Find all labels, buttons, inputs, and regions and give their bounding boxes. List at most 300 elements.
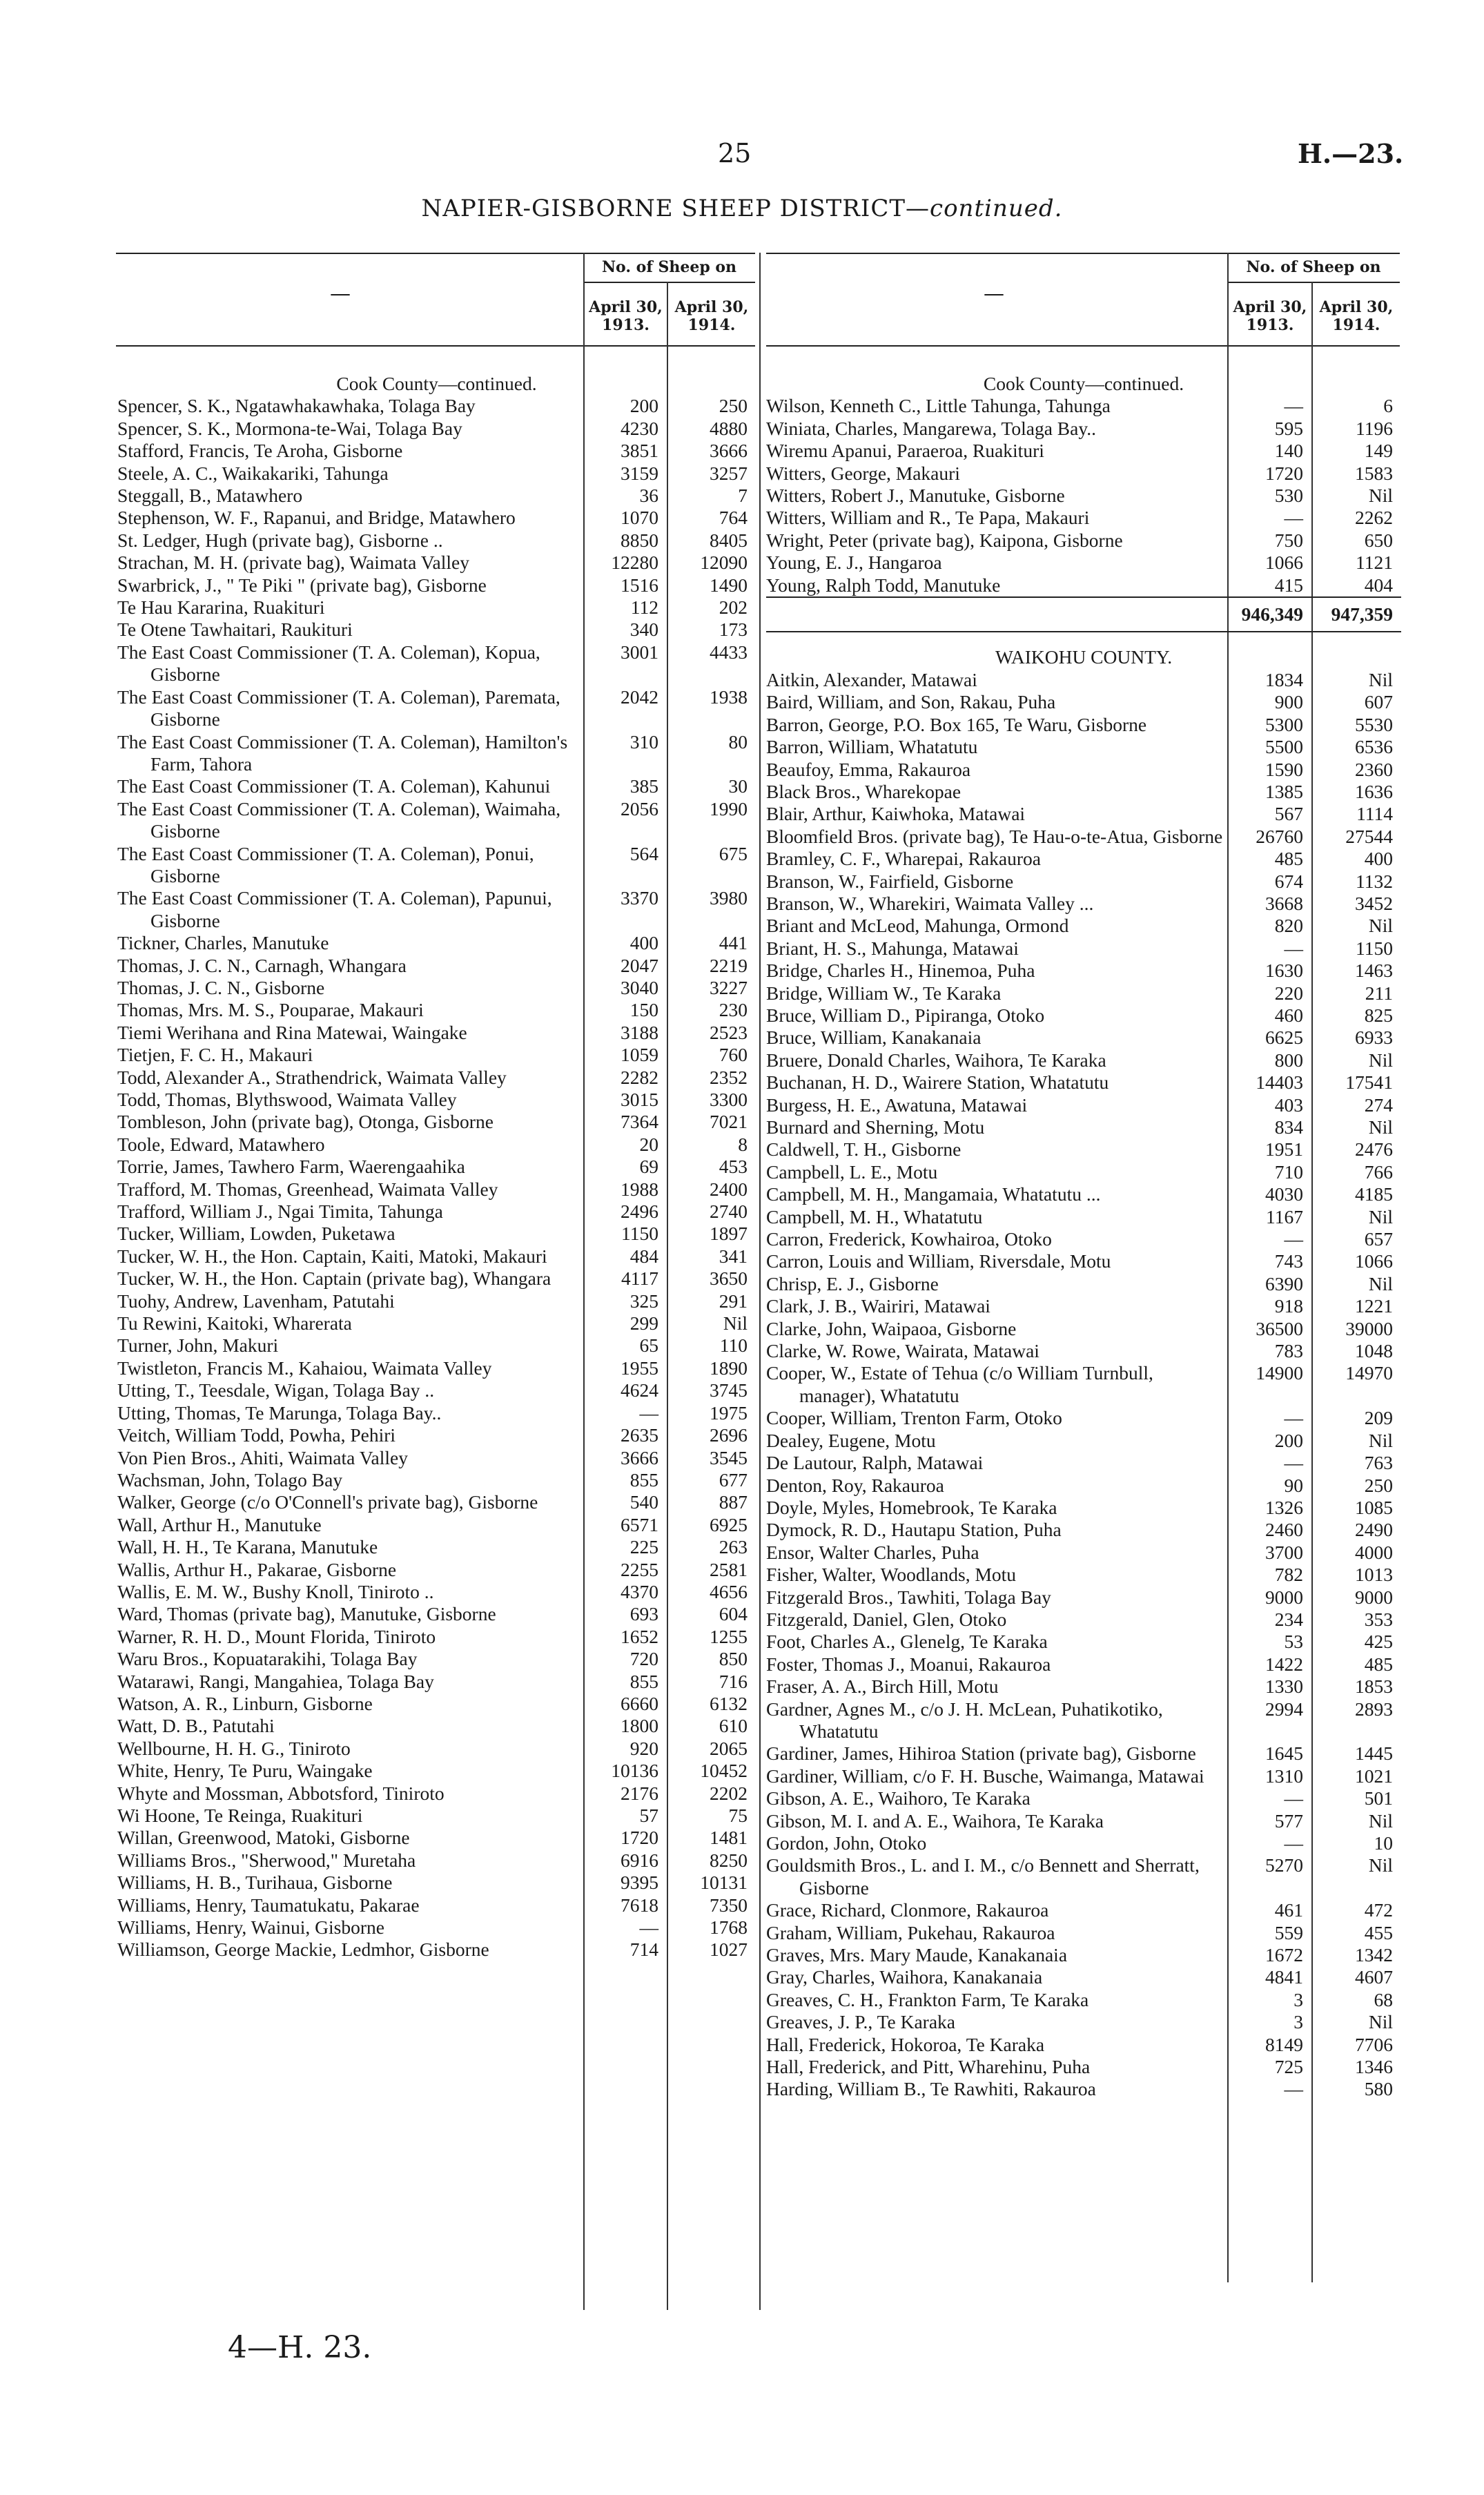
ledger-row	[117, 1648, 756, 1670]
sheep-1913: 820	[1274, 915, 1303, 937]
sheep-1914: 453	[719, 1156, 748, 1178]
sheep-1913: 69	[639, 1156, 658, 1178]
owner-name: Gibson, A. E., Waihoro, Te Karaka	[766, 1787, 1031, 1809]
sheep-1914: 3452	[1355, 892, 1394, 914]
sheep-1914: 825	[1364, 1004, 1394, 1026]
owner-name: Bridge, Charles H., Hinemoa, Puha	[766, 960, 1035, 982]
sheep-1914: 80	[728, 730, 748, 753]
sheep-1913: —	[1284, 937, 1303, 959]
owner-name: Graham, William, Pukehau, Rakauroa	[766, 1921, 1055, 1943]
sheep-1914: 1583	[1355, 462, 1394, 484]
sheep-1914: 4185	[1355, 1183, 1394, 1205]
owner-name: Tiemi Werihana and Rina Matewai, Waingake	[117, 1021, 467, 1043]
sheep-1913: 6571	[621, 1513, 658, 1535]
left-ledger-body	[117, 359, 756, 1961]
sheep-1913: 1834	[1265, 668, 1303, 690]
ledger-row	[117, 686, 756, 731]
owner-name: Swarbrick, J., " Te Piki " (private bag), Gisborne	[117, 574, 487, 596]
sheep-1914: 7021	[710, 1111, 748, 1133]
sheep-1914: 1132	[1356, 870, 1394, 892]
ledger-row	[766, 530, 1401, 552]
owner-name: Von Pien Bros., Ahiti, Waimata Valley	[117, 1446, 408, 1468]
ledger-row	[117, 1827, 756, 1849]
sheep-1914: 3980	[710, 887, 748, 909]
owner-name: Fitzgerald Bros., Tawhiti, Tolaga Bay	[766, 1586, 1051, 1608]
owner-name: Williams, Henry, Wainui, Gisborne	[117, 1916, 384, 1939]
sheep-1914: 110	[719, 1334, 748, 1357]
sheep-1913: 725	[1274, 2056, 1303, 2078]
sheep-1913: 234	[1274, 1608, 1303, 1630]
owner-name: Clarke, John, Waipaoa, Gisborne	[766, 1317, 1017, 1339]
ledger-row	[766, 440, 1401, 462]
owner-name: Gouldsmith Bros., L. and I. M., c/o Bennett and Sherratt, Gisborne	[766, 1854, 1200, 1899]
sheep-1914: 274	[1364, 1094, 1394, 1116]
sheep-1913: 484	[629, 1245, 658, 1267]
sheep-1913: 4624	[621, 1379, 658, 1401]
owner-name: Clark, J. B., Wairiri, Matawai	[766, 1295, 990, 1317]
ledger-row	[117, 1245, 756, 1268]
owner-name: Bruce, William D., Pipiranga, Otoko	[766, 1004, 1045, 1026]
sheep-1914: 1066	[1355, 1250, 1394, 1272]
ledger-row	[766, 1475, 1401, 1497]
sheep-1913: 3	[1293, 1988, 1303, 2010]
ledger-row	[766, 1027, 1401, 1049]
sheep-1913: 567	[1274, 803, 1303, 825]
sheep-1913: 1516	[621, 574, 658, 596]
sheep-1914: 1196	[1356, 417, 1394, 439]
owner-name: Utting, Thomas, Te Marunga, Tolaga Bay..	[117, 1401, 442, 1424]
ledger-row	[766, 871, 1401, 893]
sheep-1914: 607	[1364, 691, 1394, 713]
sheep-1913: 3370	[621, 887, 658, 909]
sheep-1914: 455	[1364, 1921, 1394, 1943]
sheep-1914: 472	[1364, 1899, 1394, 1921]
owner-name: Tickner, Charles, Manutuke	[117, 932, 329, 954]
sheep-1913: 3159	[621, 462, 658, 484]
sheep-1913: 1720	[1265, 462, 1303, 484]
sheep-1914: Nil	[1368, 1272, 1394, 1294]
ledger-row	[766, 803, 1401, 825]
ledger-row	[766, 1653, 1401, 1676]
sheep-1914: 4433	[710, 641, 748, 663]
sheep-1913: 2460	[1265, 1519, 1303, 1541]
ledger-row	[117, 977, 756, 999]
sheep-1913: 26760	[1256, 825, 1303, 847]
sheep-1913: 2047	[621, 954, 658, 976]
header-rule-mid-left	[583, 282, 755, 283]
owner-name: Tu Rewini, Kaitoki, Wharerata	[117, 1312, 352, 1334]
sheep-1914: Nil	[1368, 1429, 1394, 1451]
owner-name: Spencer, S. K., Ngatawhakawhaka, Tolaga Bay	[117, 395, 476, 417]
sheep-1914: 3666	[710, 440, 748, 462]
owner-name: Tucker, William, Lowden, Puketawa	[117, 1223, 396, 1245]
owner-name: Chrisp, E. J., Gisborne	[766, 1272, 939, 1294]
ledger-row	[766, 982, 1401, 1004]
ledger-row	[766, 1542, 1401, 1564]
ledger-row	[117, 1379, 756, 1401]
sheep-1913: 3015	[621, 1089, 658, 1110]
sheep-1914: 2740	[710, 1201, 748, 1223]
owner-name: Whyte and Mossman, Abbotsford, Tiniroto	[117, 1782, 445, 1804]
ledger-row	[766, 1586, 1401, 1609]
sheep-1913: 783	[1274, 1340, 1303, 1362]
sheep-1913: 1800	[621, 1715, 658, 1737]
sheep-1914: Nil	[1368, 915, 1394, 937]
owner-name: Bruere, Donald Charles, Waihora, Te Karaka	[766, 1049, 1106, 1071]
owner-name: Te Otene Tawhaitari, Raukituri	[117, 619, 353, 641]
owner-name: Campbell, M. H., Mangamaia, Whatatutu ...	[766, 1183, 1101, 1205]
sheep-1914: 1897	[710, 1223, 748, 1245]
ledger-row	[117, 1693, 756, 1715]
sheep-1913: 920	[629, 1737, 658, 1759]
sheep-1913: 1070	[621, 507, 658, 529]
sheep-1914: 2352	[710, 1066, 748, 1088]
sheep-1913: 1385	[1265, 780, 1303, 802]
ledger-row	[117, 1044, 756, 1066]
ledger-row	[117, 530, 756, 552]
sheep-1914: 6933	[1355, 1027, 1394, 1049]
owner-name: Gordon, John, Otoko	[766, 1832, 927, 1854]
sheep-1913: 714	[629, 1939, 658, 1961]
waikohu-ledger-body	[766, 632, 1401, 2100]
owner-name: The East Coast Commissioner (T. A. Coleman), Kopua, Gisborne	[117, 641, 540, 686]
sheep-1913: 415	[1274, 574, 1303, 596]
ledger-row	[766, 1742, 1401, 1765]
ledger-row	[766, 1116, 1401, 1138]
sheep-1913: 693	[629, 1603, 658, 1625]
page-footer: 4—H. 23.	[228, 2330, 372, 2365]
sheep-1914: 763	[1364, 1452, 1394, 1474]
ledger-row	[766, 1206, 1401, 1228]
sheep-1914: 760	[719, 1044, 748, 1066]
sheep-1914: Nil	[1368, 668, 1394, 690]
owner-name: Stephenson, W. F., Rapanui, and Bridge, Matawhero	[117, 507, 516, 529]
owner-name: Thomas, J. C. N., Carnagh, Whangara	[117, 954, 407, 976]
owner-name: Wallis, Arthur H., Pakarae, Gisborne	[117, 1558, 397, 1580]
ledger-row	[117, 1111, 756, 1133]
owner-name: Cooper, W., Estate of Tehua (c/o William Turnbull, manager), Whatatutu	[766, 1362, 1153, 1406]
ledger-row	[766, 759, 1401, 781]
sheep-1913: 10136	[611, 1760, 658, 1782]
sheep-1913: 310	[629, 730, 658, 753]
sheep-1913: 1720	[621, 1827, 658, 1849]
owner-name: Wellbourne, H. H. G., Tiniroto	[117, 1737, 351, 1759]
owner-name: Watarawi, Rangi, Mangahiea, Tolaga Bay	[117, 1670, 434, 1692]
center-divider	[759, 253, 761, 2310]
owner-name: Beaufoy, Emma, Rakauroa	[766, 758, 971, 780]
owner-name: Grace, Richard, Clonmore, Rakauroa	[766, 1899, 1049, 1921]
ledger-row	[117, 999, 756, 1021]
owner-name: Stafford, Francis, Te Aroha, Gisborne	[117, 440, 403, 462]
sheep-1914: 17541	[1345, 1071, 1394, 1094]
sheep-1914: 6925	[710, 1513, 748, 1535]
sheep-1914: 2360	[1355, 758, 1394, 780]
sheep-1913: 750	[1274, 529, 1303, 551]
owner-name: Todd, Thomas, Blythswood, Waimata Valley	[117, 1089, 457, 1110]
ledger-row	[117, 1223, 756, 1245]
ledger-row	[117, 1156, 756, 1178]
owner-name: Walker, George (c/o O'Connell's private bag), Gisborne	[117, 1491, 538, 1513]
sheep-1914: 887	[719, 1491, 748, 1513]
ledger-row	[766, 714, 1401, 736]
owner-name: Trafford, M. Thomas, Greenhead, Waimata Valley	[117, 1178, 498, 1200]
ledger-row	[766, 1273, 1401, 1295]
sheep-1914: 1121	[1356, 552, 1394, 574]
sheep-1913: 564	[629, 842, 658, 864]
owner-name: Twistleton, Francis M., Kahaiou, Waimata Valley	[117, 1357, 492, 1379]
sheep-1914: 5530	[1355, 713, 1394, 735]
sheep-1914: 2202	[710, 1782, 748, 1804]
ledger-row	[766, 507, 1401, 529]
sheep-1913: 1590	[1265, 758, 1303, 780]
owner-name: Thomas, J. C. N., Gisborne	[117, 976, 325, 998]
ledger-row	[117, 596, 756, 619]
sheep-1913: 2496	[621, 1201, 658, 1223]
ledger-row	[766, 826, 1401, 848]
ledger-row	[117, 1491, 756, 1513]
ledger-row	[117, 1178, 756, 1201]
sheep-1913: 403	[1274, 1094, 1303, 1116]
owner-name: Black Bros., Wharekopae	[766, 780, 961, 802]
sheep-1913: 834	[1274, 1116, 1303, 1138]
ledger-row	[766, 395, 1401, 417]
page-title: NAPIER-GISBORNE SHEEP DISTRICT—continued.	[421, 195, 1063, 222]
ledger-row	[117, 1715, 756, 1737]
sheep-1914: 14970	[1345, 1362, 1394, 1384]
owner-name: Hall, Frederick, Hokoroa, Te Karaka	[766, 2033, 1045, 2055]
sheep-1914: 1445	[1355, 1742, 1394, 1765]
sheep-1913: 2255	[621, 1558, 658, 1580]
owner-name: Harding, William B., Te Rawhiti, Rakauroa	[766, 2078, 1096, 2100]
owner-name: Greaves, J. P., Te Karaka	[766, 2011, 956, 2033]
sheep-1914: 8250	[710, 1849, 748, 1871]
ledger-row	[117, 955, 756, 977]
total-row	[766, 597, 1401, 632]
ledger-row	[117, 440, 756, 462]
ledger-row	[766, 1698, 1401, 1743]
ledger-row	[766, 1430, 1401, 1452]
owner-name: Wachsman, John, Tolago Bay	[117, 1468, 343, 1491]
sheep-1913: 460	[1274, 1004, 1303, 1026]
owner-name: Campbell, M. H., Whatatutu	[766, 1205, 983, 1227]
section-heading-row	[117, 359, 756, 395]
sheep-1913: 20	[639, 1133, 658, 1155]
sheep-1913: 1150	[621, 1223, 658, 1245]
sheep-1913: 1059	[621, 1044, 658, 1066]
sheep-1914: 2893	[1355, 1698, 1394, 1720]
owner-name: Branson, W., Fairfield, Gisborne	[766, 870, 1014, 892]
sheep-1913: 595	[1274, 417, 1303, 439]
sheep-1913: 325	[629, 1290, 658, 1312]
ledger-row	[117, 1738, 756, 1760]
owner-name: Wilson, Kenneth C., Little Tahunga, Tahunga	[766, 395, 1111, 417]
owner-name: Watson, A. R., Linburn, Gisborne	[117, 1692, 373, 1714]
ledger-row	[766, 485, 1401, 507]
section-heading: WAIKOHU COUNTY.	[995, 646, 1173, 668]
sheep-1913: 530	[1274, 485, 1303, 507]
ledger-row	[766, 736, 1401, 758]
sheep-1914: 1938	[710, 686, 748, 708]
sheep-1914: Nil	[1368, 1116, 1394, 1138]
sheep-1913: —	[1284, 507, 1303, 529]
owner-name: Graves, Mrs. Mary Maude, Kanakanaia	[766, 1944, 1068, 1966]
sheep-1914: 580	[1364, 2078, 1394, 2100]
sheep-1914: 4000	[1355, 1541, 1394, 1563]
sheep-1914: Nil	[1368, 2011, 1394, 2033]
owner-name: Veitch, William Todd, Powha, Pehiri	[117, 1424, 396, 1446]
ledger-row	[117, 1559, 756, 1581]
sheep-1914: 3650	[710, 1268, 748, 1290]
ledger-row	[117, 1067, 756, 1089]
ledger-row	[117, 1312, 756, 1334]
sheep-1913: 4230	[621, 417, 658, 439]
sheep-1913: 150	[629, 999, 658, 1021]
sheep-1914: Nil	[1368, 1809, 1394, 1832]
owner-name: Williams, H. B., Turihaua, Gisborne	[117, 1872, 393, 1894]
sheep-1913: 2635	[621, 1424, 658, 1446]
sheep-1914: 1342	[1355, 1944, 1394, 1966]
sheep-1914: 6132	[710, 1692, 748, 1714]
sheep-1914: 604	[719, 1603, 748, 1625]
owner-name: Campbell, L. E., Motu	[766, 1161, 938, 1183]
ledger-row	[117, 775, 756, 797]
ledger-row	[117, 1581, 756, 1603]
sheep-1914: 2696	[710, 1424, 748, 1446]
sheep-1913: 1422	[1265, 1653, 1303, 1675]
sheep-1914: 2490	[1355, 1519, 1394, 1541]
ledger-row	[117, 641, 756, 686]
owner-name: Fisher, Walter, Woodlands, Motu	[766, 1564, 1017, 1586]
owner-name: Burgess, H. E., Awatuna, Matawai	[766, 1094, 1028, 1116]
owner-name: Utting, T., Teesdale, Wigan, Tolaga Bay ..	[117, 1379, 435, 1401]
sheep-1914: 3257	[710, 462, 748, 484]
sheep-1914: 2262	[1355, 507, 1394, 529]
sheep-1913: —	[1284, 1407, 1303, 1429]
sheep-1913: 1652	[621, 1625, 658, 1647]
ledger-row	[766, 1899, 1401, 1921]
owner-name: Blair, Arthur, Kaiwhoka, Matawai	[766, 803, 1026, 825]
sheep-1913: 1310	[1265, 1765, 1303, 1787]
header-rule-top-right	[766, 253, 1400, 254]
name-column-header: —	[984, 282, 1004, 306]
ledger-row	[766, 1944, 1401, 1966]
sheep-1913: 3666	[621, 1446, 658, 1468]
sheep-1914: 716	[719, 1670, 748, 1692]
sheep-1913: 720	[629, 1648, 658, 1670]
owner-name: Tietjen, F. C. H., Makauri	[117, 1044, 313, 1066]
document-reference: H.—23.	[1298, 138, 1404, 169]
ledger-row	[766, 960, 1401, 982]
sheep-1913: 7618	[621, 1894, 658, 1916]
owner-name: The East Coast Commissioner (T. A. Coleman), Waimaha, Gisborne	[117, 797, 561, 842]
sheep-1913: 6916	[621, 1849, 658, 1871]
owner-name: Dymock, R. D., Hautapu Station, Puha	[766, 1519, 1062, 1541]
ledger-row	[766, 1138, 1401, 1161]
sheep-1914: 2523	[710, 1021, 748, 1043]
owner-name: Fraser, A. A., Birch Hill, Motu	[766, 1676, 999, 1698]
owner-name: Gray, Charles, Waihora, Kanakanaia	[766, 1966, 1043, 1988]
ledger-row	[766, 1362, 1401, 1407]
ledger-row	[766, 1094, 1401, 1116]
cook-county-total	[766, 597, 1401, 632]
sheep-1914: 10	[1374, 1832, 1394, 1854]
sheep-1914: 7350	[710, 1894, 748, 1916]
ledger-row	[117, 1268, 756, 1290]
ledger-row	[117, 1603, 756, 1625]
owner-name: Fitzgerald, Daniel, Glen, Otoko	[766, 1608, 1007, 1630]
sheep-1914: 441	[719, 932, 748, 954]
ledger-row	[117, 1334, 756, 1357]
right-ledger-table	[766, 359, 1401, 2101]
sheep-1914: 211	[1365, 982, 1394, 1004]
ledger-row	[117, 1850, 756, 1872]
sheep-1914: 4607	[1355, 1966, 1394, 1988]
ledger-row	[117, 574, 756, 596]
ledger-row	[766, 1340, 1401, 1362]
owner-name: Ensor, Walter Charles, Puha	[766, 1541, 979, 1563]
sheep-1914: 3227	[710, 976, 748, 998]
sheep-1913: 918	[1274, 1295, 1303, 1317]
ledger-row	[117, 1357, 756, 1379]
sheep-1913: 4370	[621, 1580, 658, 1602]
ledger-row	[766, 1318, 1401, 1340]
ledger-row	[766, 1989, 1401, 2011]
sheep-1913: 3	[1293, 2011, 1303, 2033]
owner-name: Aitkin, Alexander, Matawai	[766, 668, 977, 690]
sheep-1913: 485	[1274, 848, 1303, 870]
ledger-row	[117, 1469, 756, 1491]
sheep-1914: 173	[719, 619, 748, 641]
sheep-1913: 6390	[1265, 1272, 1303, 1294]
owner-name: Buchanan, H. D., Wairere Station, Whatatutu	[766, 1071, 1109, 1094]
sheep-1914: 30	[728, 775, 748, 797]
sheep-1914: 10131	[700, 1872, 748, 1894]
owner-name: Witters, Robert J., Manutuke, Gisborne	[766, 485, 1065, 507]
sheep-1914: 1027	[710, 1939, 748, 1961]
sheep-1913: 140	[1274, 440, 1303, 462]
sheep-1913: 577	[1274, 1809, 1303, 1832]
ledger-row	[766, 1407, 1401, 1429]
ledger-row	[117, 485, 756, 507]
sheep-1913: 1951	[1265, 1138, 1303, 1161]
owner-name: De Lautour, Ralph, Matawai	[766, 1452, 984, 1474]
sheep-count-header: No. of Sheep on	[601, 258, 737, 276]
sheep-1914: 4880	[710, 417, 748, 439]
owner-name: Willan, Greenwood, Matoki, Gisborne	[117, 1827, 410, 1849]
total-spacer	[766, 597, 1227, 632]
owner-name: Cooper, William, Trenton Farm, Otoko	[766, 1407, 1062, 1429]
ledger-row	[766, 938, 1401, 960]
sheep-1914: 425	[1364, 1631, 1394, 1653]
sheep-1913: 5300	[1265, 713, 1303, 735]
ledger-row	[117, 619, 756, 641]
ledger-row	[117, 1894, 756, 1916]
owner-name: Caldwell, T. H., Gisborne	[766, 1138, 961, 1161]
ledger-row	[117, 1626, 756, 1648]
ledger-row	[766, 1922, 1401, 1944]
sheep-1913: 4117	[621, 1268, 658, 1290]
sheep-1913: 3188	[621, 1021, 658, 1043]
sheep-1914: 230	[719, 999, 748, 1021]
sheep-1913: 674	[1274, 870, 1303, 892]
owner-name: Dealey, Eugene, Motu	[766, 1429, 936, 1451]
header-rule-top-left	[116, 253, 755, 254]
owner-name: Torrie, James, Tawhero Farm, Waerengaahika	[117, 1156, 465, 1178]
sheep-1913: 3668	[1265, 892, 1303, 914]
ledger-row	[766, 1564, 1401, 1586]
owner-name: Tucker, W. H., the Hon. Captain (private bag), Whangara	[117, 1268, 551, 1290]
owner-name: Bramley, C. F., Wharepai, Rakauroa	[766, 848, 1041, 870]
